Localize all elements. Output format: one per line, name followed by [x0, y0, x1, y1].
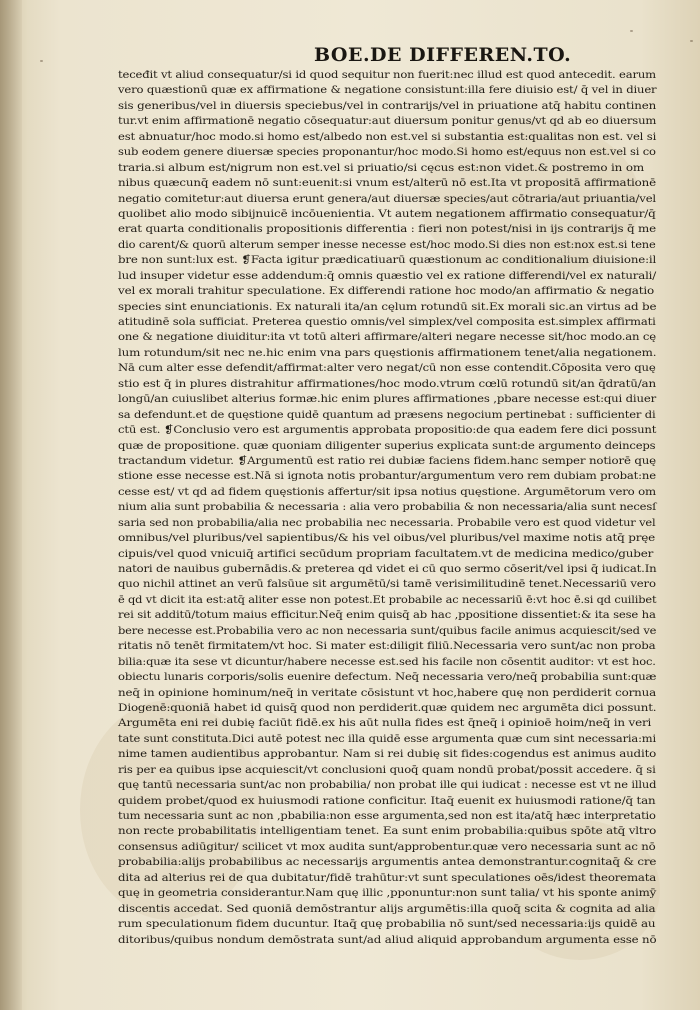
page-gutter-shadow: [0, 0, 22, 1010]
text-line: dita ad alterius rei de qua dubitatur/fidē trahūtur:vt sunt speculationes oēs/idest theoremata: [118, 871, 657, 884]
text-line: species sint enunciationis. Ex naturali ita/an cęlum rotundū sit.Ex morali sic.an virtus ad be: [118, 300, 657, 313]
text-line: tur.vt enim affirmationē negatio cōsequatur:aut diuersum ponitur genus/vt qd ab eo diuersum: [118, 115, 657, 128]
text-line: Nā cum alter esse defendit/affirmat:alter vero negat/cū non esse contendit.Cōposita vero quę: [118, 362, 656, 375]
text-line: sa defendunt.et de quęstione quidē quantum ad præsens negocium pertinebat : sufficienter di: [118, 408, 656, 421]
text-line: Argumēta eni rei dubię faciūt fidē.ex his aūt nulla fides est q̄neq̄ i opinioē hoim/neq̄ in veri: [118, 717, 652, 730]
text-line: nibus quæcunq̄ eadem nō sunt:euenit:si vnum est/alterū nō est.Ita vt propositā affirmationē: [118, 177, 656, 190]
text-line: longū/an cuiuslibet alterius formæ.hic enim plures affirmationes ,pbare necesse est:qui diuer: [118, 393, 656, 406]
text-line: one & negatione diuiditur:ita vt totū alteri affirmare/alteri negare necesse sit/hoc modo.an cę: [118, 331, 656, 344]
text-line: quidem probet/quod ex huiusmodi ratione conficitur. Itaq̄ euenit ex huiusmodi ratione/q̄ tan: [118, 794, 656, 807]
text-line: sub eodem genere diuersæ species proponantur/hoc modo.Si homo est/equus non est.vel si co: [118, 146, 656, 159]
text-line: quę in geometria considerantur.Nam quę illic ,pponuntur:non sunt talia/ vt his sponte animȳ: [118, 887, 657, 900]
text-line: tractandum videtur. ❡Argumentū est ratio rei dubiæ faciens fidem.hanc semper notiorē quę: [118, 454, 657, 467]
text-line: discentis accedat. Sed quoniā demōstrantur alijs argumētis:illa quoq̄ scita & cognita ad alia: [118, 902, 656, 915]
text-line: lum rotundum/sit nec ne.hic enim vna pars quęstionis affirmationem tenet/alia negationem.: [118, 346, 657, 359]
text-line: dio carent/& quorū alterum semper inesse necesse est/hoc modo.Si dies non est:nox est.si tene: [118, 238, 656, 251]
text-line: tate sunt constituta.Dici autē potest nec illa quidē esse argumenta quæ cum sint necessaria:mi: [118, 732, 656, 745]
text-line: ctū est. ❡Conclusio vero est argumentis approbata propositio:de qua eadem fere dici possunt: [118, 424, 657, 437]
text-line: negatio comitetur:aut diuersa erunt genera/aut diuersæ species/aut cōtraria/aut priuantia/vel: [118, 192, 656, 205]
ink-speck: [630, 30, 633, 32]
text-line: neq̄ in opinione hominum/neq̄ in veritate cōsistunt vt hoc,habere quę non perdiderit cornua: [118, 686, 656, 699]
text-line: probabilia:alijs probabilibus ac necessarijs argumentis antea demonstrantur.cognitaq̄ & cre: [118, 856, 657, 869]
text-line: ritatis nō tenēt firmitatem/vt hoc. Si mater est:diligit filiū.Necessaria vero sunt/ac non proba: [118, 640, 656, 653]
text-line: bilia:quæ ita sese vt dicuntur/habere necesse est.sed his facile non cōsentit auditor: vt est hoc.: [118, 655, 656, 668]
text-line: traria.si album est/nigrum non est.vel si priuatio/si cęcus est:non videt.& postremo in om: [118, 161, 645, 174]
text-line: quæ de propositione. quæ quoniam diligenter superius explicata sunt:de argumento deinceps: [118, 439, 656, 452]
text-line: tum necessaria sunt ac non ,pbabilia:non esse argumenta,sed non est ita/atq̄ hæc interpretatio: [118, 810, 656, 822]
text-line: rei sit additū/totum maius efficitur.Neq̄ enim quisq̄ ab hac ,ppositione dissentiet:& ita sese ha: [118, 609, 656, 622]
text-line: bre non sunt:lux est. ❡Facta igitur prædicatiuarū quæstionum ac conditionalium diuisione:il: [118, 254, 657, 267]
text-line: lud insuper videtur esse addendum:q̄ omnis quæstio vel ex ratione differendi/vel ex naturali/: [118, 269, 657, 282]
text-line: obiectu lunaris corporis/solis euenire defectum. Neq̄ necessaria vero/neq̄ probabilia sunt:quæ: [118, 671, 657, 684]
text-line: natori de nauibus gubernādis.& preterea qd videt ei cū quo sermo cōserit/vel ipsi q̄ iudicat.In: [118, 563, 657, 575]
text-line: saria sed non probabilia/alia nec probabilia nec necessaria. Probabile vero est quod videtur vel: [118, 516, 656, 529]
text-line: ditoribus/quibus nondum demōstrata sunt/ad aliud aliquid approbandum argumenta esse nō: [118, 933, 657, 946]
text-line: non recte probabilitatis intelligentiam tenet. Ea sunt enim probabilia:quibus spōte atq̄ vltro: [118, 825, 657, 838]
running-header: BOE.DE DIFFEREN.TO.: [314, 44, 572, 66]
text-line: sis generibus/vel in diuersis speciebus/vel in contrarijs/vel in priuatione atq̄ habitu continen: [118, 99, 657, 112]
text-line: ris per ea quibus ipse acquiescit/vt conclusioni quoq̄ quam nondū probat/possit accedere. q̄ si: [118, 763, 656, 776]
text-line: omnibus/vel pluribus/vel sapientibus/& his vel oibus/vel pluribus/vel maxime notis atq̄ pręe: [118, 532, 656, 545]
text-line: cipuis/vel quod vnicuiq̄ artifici secūdum propriam facultatem.vt de medicina medico/guber: [118, 547, 654, 560]
text-line: quę tantū necessaria sunt/ac non probabilia/ non probat ille qui iudicat : necesse est vt ne illud: [118, 779, 657, 792]
text-line: rum speculationum fidem ducuntur. Itaq̄ quę probabilia nō sunt/sed necessaria:ijs quidē au: [118, 918, 656, 931]
body-text-column: [118, 68, 656, 948]
ink-speck: [690, 40, 693, 42]
text-line: nime tamen audientibus approbantur. Nam si rei dubię sit fides:cogendus est animus audito: [118, 748, 657, 761]
text-line: stione esse necesse est.Nā si ignota notis probantur/argumentum vero rem dubiam probat:ne: [118, 470, 656, 483]
text-line: atitudinē sola sufficiat. Preterea questio omnis/vel simplex/vel composita est.simplex affirmati: [118, 316, 656, 328]
text-line: bere necesse est.Probabilia vero ac non necessaria sunt/quibus facile animus acquiescit/sed ve: [118, 624, 657, 637]
text-line: erat quarta conditionalis propositionis differentia : fieri non potest/nisi in ijs contrarijs q̄ me: [118, 223, 656, 236]
text-line: nium alia sunt probabilia & necessaria : alia vero probabilia & non necessaria/alia sunt necesſ: [118, 501, 657, 514]
text-line: consensus adiūgitur/ scilicet vt mox audita sunt/approbentur.quæ vero necessaria sunt ac nō: [118, 840, 656, 853]
text-line: vel ex morali trahitur speculatione. Ex differendi ratione hoc modo/an affirmatio & negatio: [118, 285, 655, 298]
ink-speck: [40, 60, 43, 62]
text-line: quo nichil attinet an verū falsūue sit argumētū/si tamē verisimilitudinē tenet.Necessariū vero: [118, 578, 656, 591]
text-line: ē qd vt dicit ita est:atq̄ aliter esse non potest.Et probabile ac necessariū ē:vt hoc ē.si qd cuilibet: [118, 593, 657, 606]
text-line: teceđit vt aliud consequatur/si id quod sequitur non fuerit:nec illud est quod antecedit. earum: [118, 69, 657, 81]
text-line: quolibet alio modo sibijnuicē incōuenientia. Vt autem negationem affirmatio consequatur/q̄: [118, 207, 656, 220]
text-line: cesse est/ vt qd ad fidem quęstionis affertur/sit ipsa notius quęstione. Argumētorum vero om: [118, 485, 656, 498]
text-line: Diogenē:quoniā habet id quisq̄ quod non perdiderit.quæ quidem nec argumēta dici possunt.: [118, 701, 657, 714]
text-line: est abnuatur/hoc modo.si homo est/albedo non est.vel si substantia est:qualitas non est. vel si: [118, 130, 657, 143]
text-line: vero quæstionū quæ ex affirmatione & negatione consistunt:illa fere diuisio est/ q̄ vel in diuer: [118, 84, 657, 97]
text-line: stio est q̄ in plures distrahitur affirmationes/hoc modo.vtrum cœlū rotundū sit/an q̄dratū/an: [118, 377, 656, 390]
